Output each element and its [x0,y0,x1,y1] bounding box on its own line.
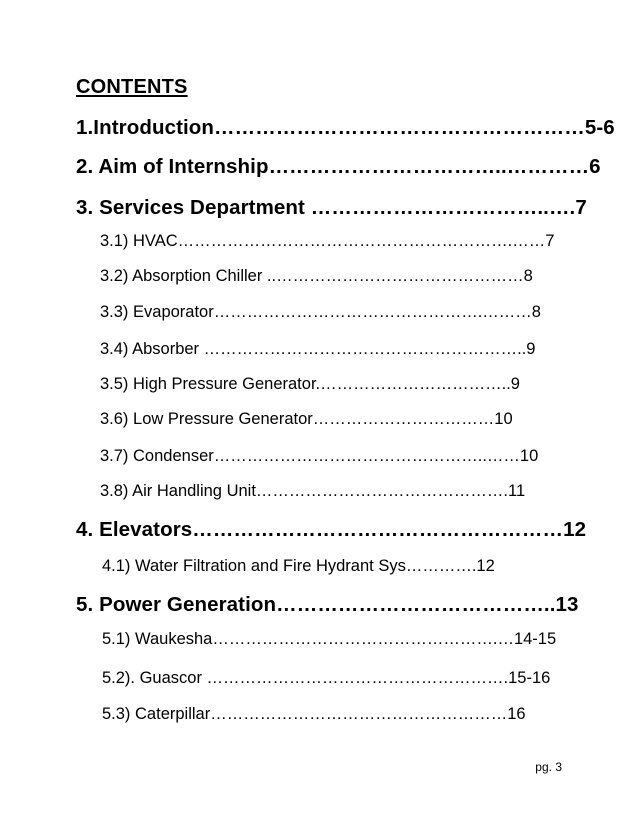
toc-entry-aim-of-internship: 2. Aim of Internship……………………………..…………6 [76,155,601,178]
toc-entry-elevators: 4. Elevators………………………………………………12 [76,518,587,541]
toc-entry-absorber: 3.4) Absorber …………………………………………………..9 [100,340,536,358]
toc-entry-guascor: 5.2). Guascor ……………………………………………….15-16 [102,669,551,687]
toc-entry-water-filtration: 4.1) Water Filtration and Fire Hydrant Sys………….12 [102,557,495,575]
toc-entry-services-department: 3. Services Department ……………………………..….7 [76,196,587,219]
toc-entry-low-pressure-generator: 3.6) Low Pressure Generator……………………………10 [100,410,513,428]
toc-entry-power-generation: 5. Power Generation…………………………………..13 [76,593,579,616]
toc-entry-hvac: 3.1) HVAC…………………………………………………….……7 [100,232,555,250]
toc-entry-high-pressure-generator: 3.5) High Pressure Generator.……………………………..9 [100,375,520,393]
toc-entry-evaporator: 3.3) Evaporator………………………………………….………8 [100,303,541,321]
contents-heading: CONTENTS [76,76,188,98]
toc-entry-absorption-chiller: 3.2) Absorption Chiller ..………………………………………8 [100,267,533,285]
toc-entry-waukesha: 5.1) Waukesha…………………………………………….…14-15 [102,630,557,648]
toc-entry-caterpillar: 5.3) Caterpillar………………………………………………16 [102,705,526,723]
toc-entry-introduction: 1.Introduction………………………………………………5-6 [76,116,615,139]
page-number: pg. 3 [535,760,562,774]
toc-entry-air-handling-unit: 3.8) Air Handling Unit……………………………………….11 [100,482,526,500]
toc-entry-condenser: 3.7) Condenser…………………………………………..……10 [100,447,539,465]
